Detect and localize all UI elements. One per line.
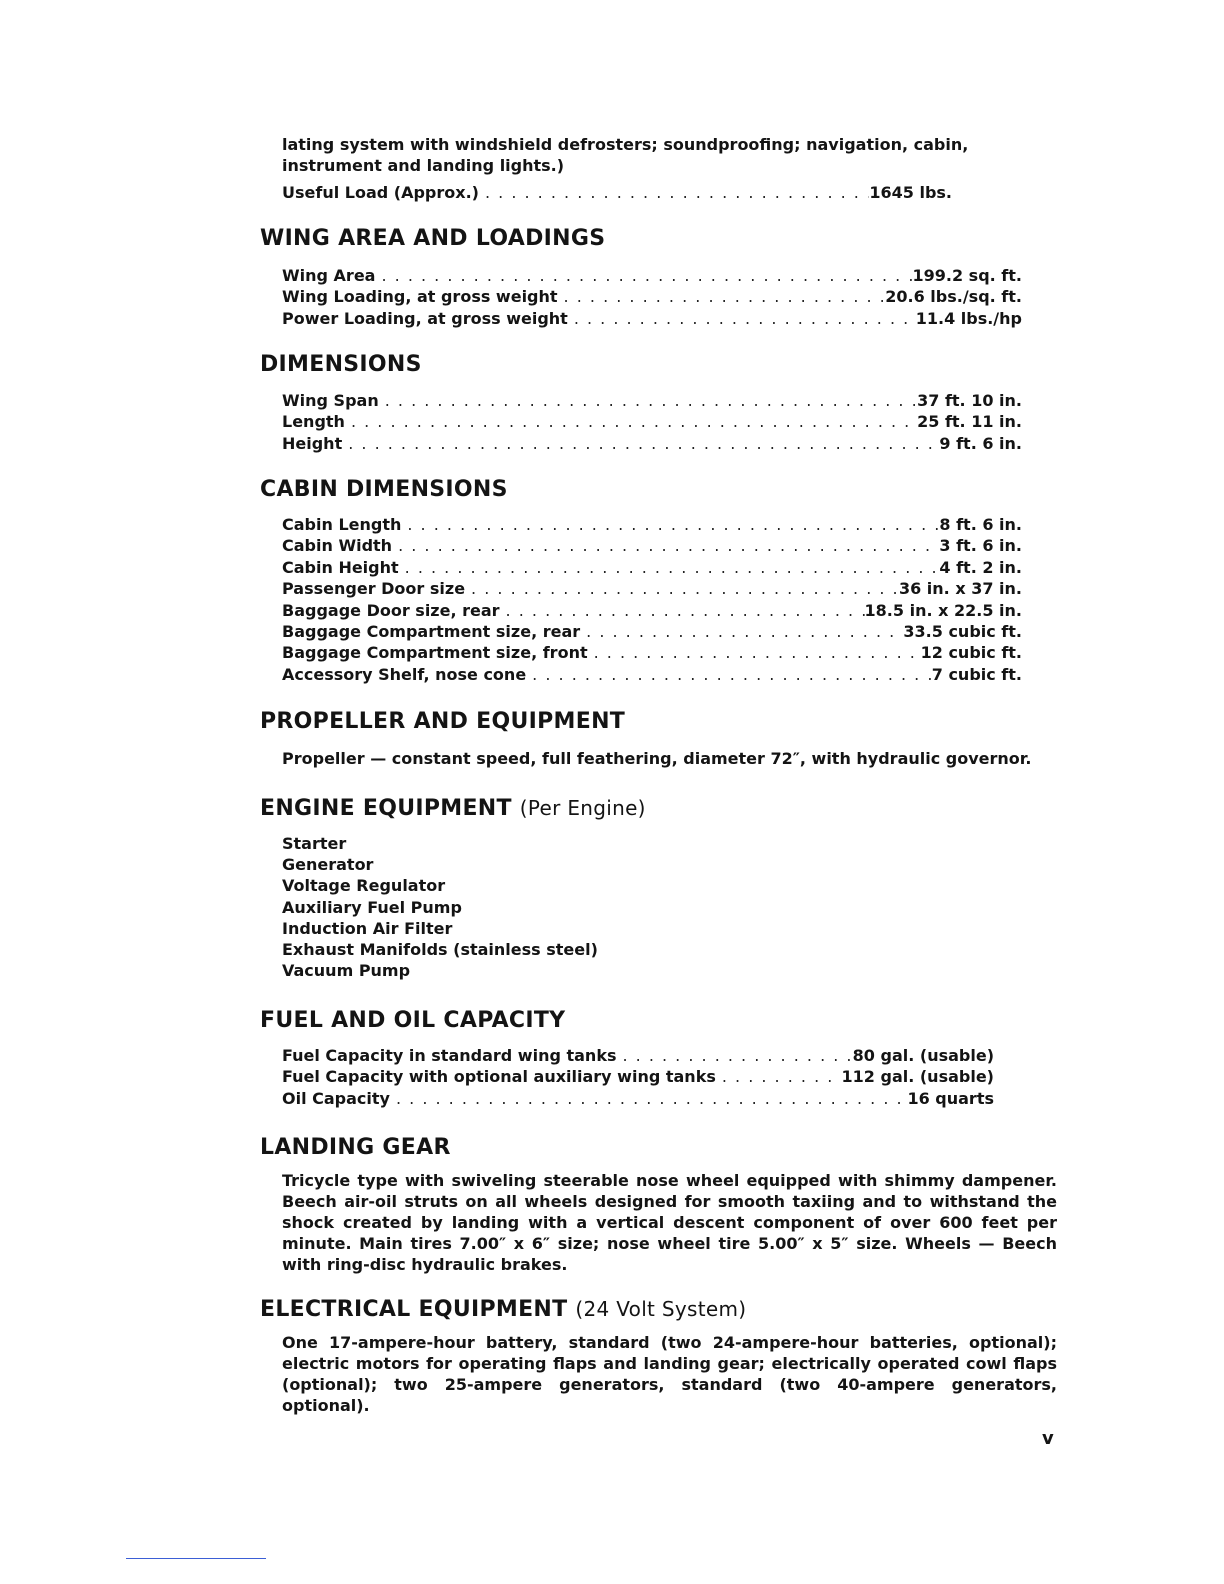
leader-dots [381, 266, 912, 285]
spec-row [282, 665, 1022, 686]
footer-rule [126, 1558, 266, 1559]
spec-value: 1645 lbs. [869, 183, 952, 202]
spec-value: 37 ft. 10 in. [917, 391, 1022, 410]
spec-value: 112 gal. (usable) [841, 1067, 994, 1087]
section-heading-dimensions: DIMENSIONS [260, 352, 422, 377]
spec-value: 80 gal. (usable) [852, 1046, 994, 1065]
leader-dots [405, 558, 940, 577]
spec-row [282, 1046, 994, 1067]
spec-row [282, 558, 1022, 579]
spec-label: Power Loading, at gross weight [282, 308, 568, 328]
leader-dots [385, 391, 917, 410]
useful-load-spec [282, 183, 952, 204]
leader-dots [396, 1089, 907, 1108]
heading-suffix: (24 Volt System) [575, 1297, 747, 1321]
spec-row [282, 266, 1022, 287]
spec-value: 36 in. x 37 in. [898, 579, 1022, 599]
spec-row [282, 309, 1022, 330]
section-heading-fuel: FUEL AND OIL CAPACITY [260, 1008, 566, 1033]
list-item: Voltage Regulator [282, 876, 446, 896]
spec-label: Height [282, 433, 343, 453]
list-item: Vacuum Pump [282, 961, 411, 981]
electrical-paragraph: One 17-ampere-hour battery, standard (two 24-ampere-hour batteries, optional); electric motors for operating flaps and landing gear; electrically operated cowl flaps (optional); two 25-ampere generators, standard (two 40-ampere generators, optional). [282, 1333, 1057, 1415]
spec-row [282, 622, 1022, 643]
leader-dots [351, 412, 917, 431]
spec-value: 11.4 lbs./hp [915, 308, 1022, 328]
spec-label: Baggage Compartment size, rear [282, 621, 581, 641]
leader-dots [586, 622, 903, 641]
landing-gear-paragraph: Tricycle type with swiveling steerable nose wheel equipped with shimmy dampener. Beech air-oil struts on all wheels designed for smooth taxiing and to withstand the shock created by landing with a vertical descent component of over 600 feet per minute. Main tires 7.00″ x 6″ size; nose wheel tire 5.00″ x 5″ size. Wheels — Beech with ring-disc hydraulic brakes. [282, 1171, 1057, 1274]
leader-dots [722, 1067, 842, 1086]
spec-value: 8 ft. 6 in. [939, 515, 1022, 534]
heading-main: ENGINE EQUIPMENT [260, 796, 512, 821]
leader-dots [532, 665, 932, 684]
spec-row [282, 183, 952, 204]
spec-label: Wing Loading, at gross weight [282, 287, 558, 307]
spec-row [282, 1067, 994, 1088]
propeller-paragraph: Propeller — constant speed, full feathering, diameter 72″, with hydraulic governor. [282, 749, 1032, 768]
fuel-spec-table [282, 1046, 994, 1110]
cabin-spec-table [282, 515, 1022, 686]
spec-label: Cabin Length [282, 515, 402, 534]
spec-row [282, 579, 1022, 600]
section-heading-cabin: CABIN DIMENSIONS [260, 477, 508, 502]
spec-row [282, 412, 1022, 433]
list-item: Starter [282, 834, 347, 853]
spec-value: 16 quarts [907, 1088, 994, 1108]
page-number: v [1042, 1428, 1054, 1449]
spec-label: Useful Load (Approx.) [282, 183, 479, 202]
spec-value: 20.6 lbs./sq. ft. [885, 287, 1022, 307]
heading-main: ELECTRICAL EQUIPMENT [260, 1297, 568, 1322]
spec-row [282, 434, 1022, 455]
spec-value: 7 cubic ft. [931, 664, 1022, 684]
section-heading-wing: WING AREA AND LOADINGS [260, 226, 606, 251]
spec-label: Wing Area [282, 266, 376, 285]
spec-value: 18.5 in. x 22.5 in. [864, 600, 1022, 620]
spec-label: Oil Capacity [282, 1088, 390, 1108]
list-item: Induction Air Filter [282, 918, 453, 938]
wing-spec-table [282, 266, 1022, 330]
spec-value: 199.2 sq. ft. [912, 266, 1022, 285]
leader-dots [594, 643, 921, 662]
spec-row [282, 287, 1022, 308]
spec-row [282, 643, 1022, 664]
leader-dots [407, 515, 939, 534]
spec-label: Wing Span [282, 391, 379, 410]
spec-value: 9 ft. 6 in. [939, 433, 1022, 453]
spec-value: 4 ft. 2 in. [939, 557, 1022, 577]
intro-paragraph: lating system with windshield defrosters; soundproofing; navigation, cabin, instrument and landing lights.) [282, 135, 969, 175]
list-item: Auxiliary Fuel Pump [282, 897, 462, 917]
list-item: Generator [282, 855, 374, 875]
section-heading-propeller: PROPELLER AND EQUIPMENT [260, 709, 626, 734]
section-heading-landing-gear: LANDING GEAR [260, 1135, 451, 1160]
spec-label: Accessory Shelf, nose cone [282, 664, 527, 684]
leader-dots [471, 579, 899, 598]
spec-label: Baggage Door size, rear [282, 600, 500, 620]
spec-row [282, 391, 1022, 412]
spec-label: Fuel Capacity with optional auxiliary wing tanks [282, 1067, 716, 1087]
spec-label: Fuel Capacity in standard wing tanks [282, 1046, 617, 1065]
leader-dots [348, 434, 939, 453]
spec-value: 3 ft. 6 in. [939, 536, 1022, 556]
spec-value: 25 ft. 11 in. [917, 412, 1022, 432]
leader-dots [506, 601, 865, 620]
leader-dots [622, 1046, 852, 1065]
spec-row [282, 601, 1022, 622]
section-heading-electrical [260, 1297, 746, 1322]
leader-dots [398, 536, 939, 555]
spec-label: Length [282, 412, 345, 432]
leader-dots [485, 183, 869, 202]
spec-value: 33.5 cubic ft. [903, 621, 1022, 641]
spec-label: Cabin Height [282, 557, 399, 577]
leader-dots [574, 309, 916, 328]
list-item: Exhaust Manifolds (stainless steel) [282, 940, 598, 960]
heading-suffix: (Per Engine) [519, 796, 646, 820]
spec-row [282, 515, 1022, 536]
spec-value: 12 cubic ft. [920, 643, 1022, 663]
spec-row [282, 1089, 994, 1110]
leader-dots [564, 287, 886, 306]
spec-row [282, 536, 1022, 557]
spec-label: Cabin Width [282, 536, 393, 556]
engine-equipment-list [282, 833, 598, 981]
spec-label: Baggage Compartment size, front [282, 643, 588, 663]
section-heading-engine [260, 796, 646, 821]
spec-label: Passenger Door size [282, 579, 466, 599]
dimensions-spec-table [282, 391, 1022, 455]
